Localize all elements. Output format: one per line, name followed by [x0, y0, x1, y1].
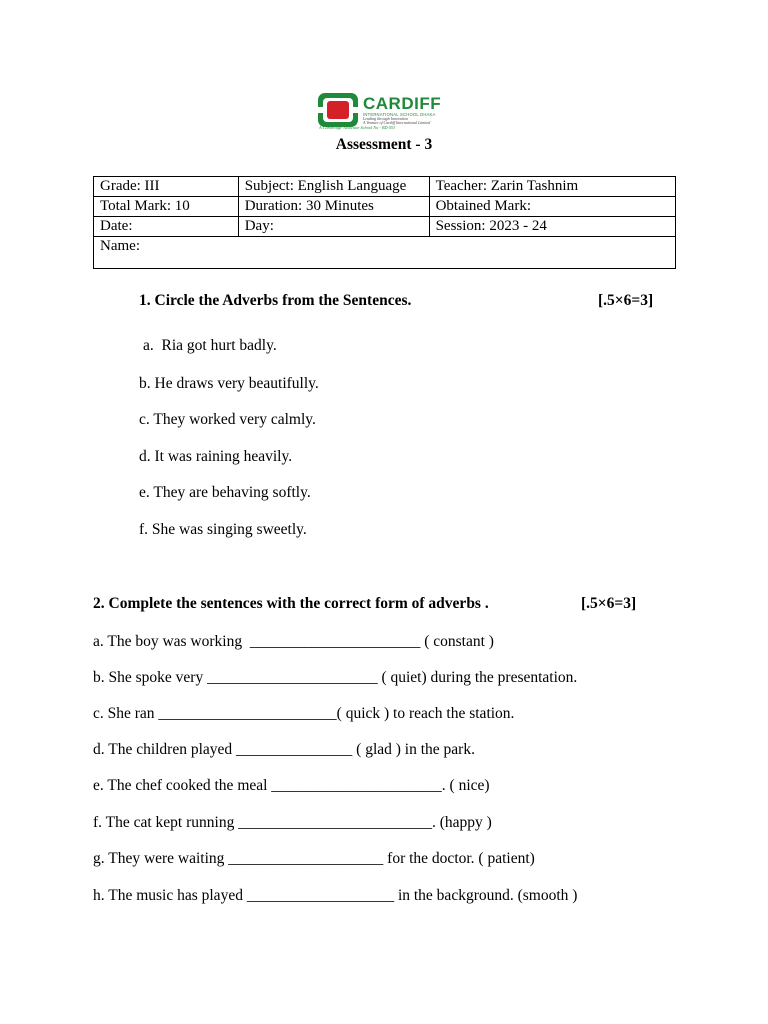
logo-tagline: Leading through Innovation: [363, 116, 408, 122]
list-item: h. The music has played ___________________ in the background. (smooth ): [93, 887, 578, 904]
table-row: [94, 177, 676, 197]
info-table: [93, 176, 676, 269]
name-cell: Name:: [94, 237, 676, 269]
table-row: [94, 217, 676, 237]
section2-heading: 2. Complete the sentences with the correct form of adverbs .: [93, 595, 489, 612]
list-item: e. The chef cooked the meal ______________________. ( nice): [93, 777, 490, 794]
logo-footer: A Cambridge Associate School No - BD 053: [319, 125, 396, 130]
section1-heading: 1. Circle the Adverbs from the Sentences.: [139, 292, 412, 309]
list-item: c. She ran _______________________( quick ) to reach the station.: [93, 705, 515, 722]
session-cell: Session: 2023 - 24: [429, 217, 675, 237]
total-mark-cell: Total Mark: 10: [94, 197, 239, 217]
section2-marks: [.5×6=3]: [581, 595, 637, 612]
list-item: d. It was raining heavily.: [139, 448, 293, 465]
logo-tagline-2: A Venture of Cardiff International Limited: [363, 120, 431, 126]
list-item: a. Ria got hurt badly.: [143, 337, 277, 354]
section1-marks: [.5×6=3]: [598, 292, 654, 309]
list-item: c. They worked very calmly.: [139, 411, 316, 428]
list-item: a. The boy was working ______________________ ( constant ): [93, 633, 494, 650]
table-row: [94, 237, 676, 269]
teacher-cell: Teacher: Zarin Tashnim: [429, 177, 675, 197]
page-title: Assessment - 3: [335, 136, 433, 153]
duration-cell: Duration: 30 Minutes: [238, 197, 429, 217]
cardiff-logo-icon: [317, 92, 359, 128]
list-item: e. They are behaving softly.: [139, 484, 311, 501]
school-logo: [317, 87, 451, 133]
logo-name: CARDIFF: [363, 93, 442, 113]
grade-cell: Grade: III: [94, 177, 239, 197]
obtained-mark-cell: Obtained Mark:: [429, 197, 675, 217]
list-item: b. He draws very beautifully.: [139, 375, 319, 392]
list-item: f. She was singing sweetly.: [139, 521, 307, 538]
table-row: [94, 197, 676, 217]
date-cell: Date:: [94, 217, 239, 237]
logo-subtitle: INTERNATIONAL SCHOOL DHAKA: [363, 111, 436, 117]
list-item: b. She spoke very ______________________ ( quiet) during the presentation.: [93, 669, 578, 686]
subject-cell: Subject: English Language: [238, 177, 429, 197]
list-item: f. The cat kept running _________________________. (happy ): [93, 814, 492, 831]
list-item: d. The children played _______________ ( glad ) in the park.: [93, 741, 475, 758]
day-cell: Day:: [238, 217, 429, 237]
list-item: g. They were waiting ____________________ for the doctor. ( patient): [93, 850, 535, 867]
